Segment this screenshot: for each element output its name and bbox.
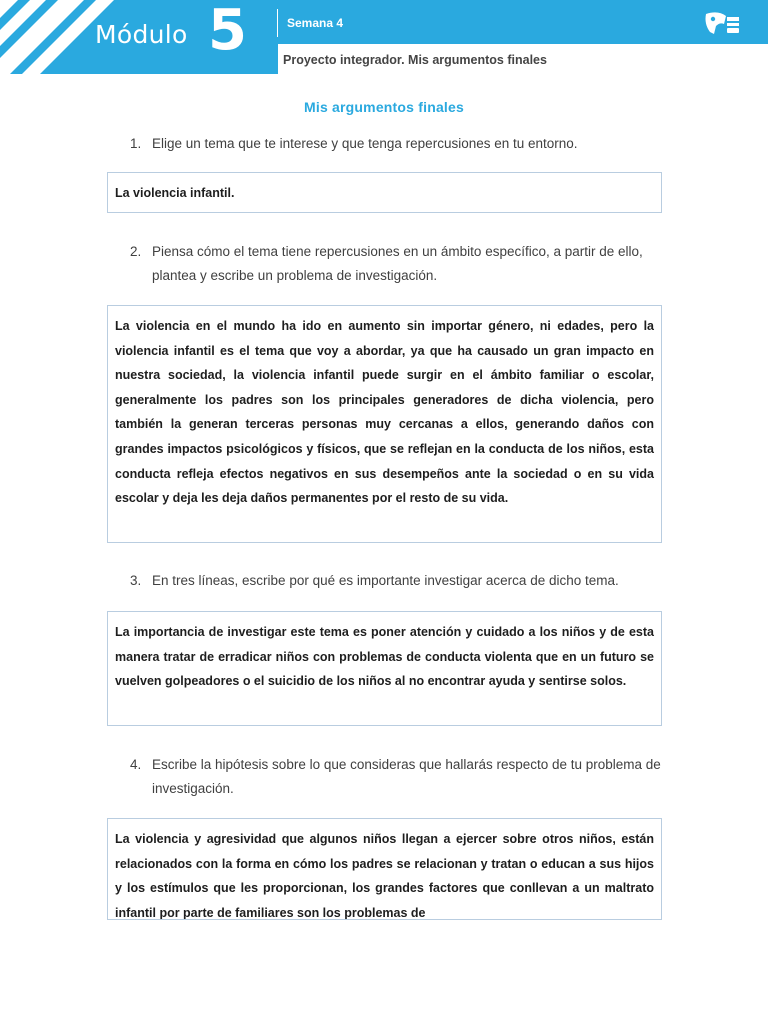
question-text: Piensa cómo el tema tiene repercusiones en un ámbito específico, a partir de ello, plantea y escribe un problema de investigación. bbox=[152, 244, 643, 283]
question-number: 3. bbox=[130, 573, 142, 588]
question-text: Elige un tema que te interese y que tenga repercusiones en tu entorno. bbox=[152, 136, 578, 151]
question-text: En tres líneas, escribe por qué es importante investigar acerca de dicho tema. bbox=[152, 573, 619, 588]
answer-box-4 bbox=[107, 818, 662, 920]
answer-text: La importancia de investigar este tema es poner atención y cuidado a los niños y de esta manera tratar de erradicar niños con problemas de conducta violenta que en un futuro se vuelven golpeadores o el suicidio de los niños al no encontrar ayuda y sentirse solos. bbox=[115, 625, 654, 689]
answer-text: La violencia y agresividad que algunos niños llegan a ejercer sobre otros niños, están relacionados con la forma en cómo los padres se relacionan y tratan o educan a sus hijos y los estímulos que les proporcionan, los grandes factores que conllevan a un maltrato infantil por parte de familiares son los problemas de bbox=[115, 832, 654, 920]
answer-box-3 bbox=[107, 611, 662, 726]
question-number: 4. bbox=[130, 757, 142, 772]
answer-text: La violencia en el mundo ha ido en aumento sin importar género, ni edades, pero la violencia infantil es el tema que voy a abordar, ya que ha causado un gran impacto en nuestra sociedad, la violencia infantil puede surgir en el ámbito familiar o escolar, generalmente los padres son los principales generadores de dicha violencia, pero también la generan terceras personas muy cercanas a ellos, generando daños con grandes impactos psicológicos y físicos, que se reflejan en la conducta de los niños, esta conducta refleja efectos negativos en sus desempeños ante la sociedad o en su vida escolar y deja les deja daños permanentes por el resto de su vida. bbox=[115, 319, 654, 506]
answer-text: La violencia infantil. bbox=[115, 186, 235, 200]
question-text: Escribe la hipótesis sobre lo que consideras que hallarás respecto de tu problema de investigación. bbox=[152, 757, 661, 796]
page-title: Mis argumentos finales bbox=[304, 99, 464, 115]
module-label: Módulo bbox=[95, 20, 188, 49]
week-label: Semana 4 bbox=[287, 16, 344, 30]
question-number: 2. bbox=[130, 244, 142, 259]
activity-subtitle: Proyecto integrador. Mis argumentos finales bbox=[283, 53, 547, 67]
module-number: 5 bbox=[208, 0, 247, 63]
question-number: 1. bbox=[130, 136, 142, 151]
header-divider bbox=[277, 9, 278, 37]
answer-box-1 bbox=[107, 172, 662, 213]
module-header bbox=[0, 0, 768, 80]
prepa-en-linea-sep-logo-icon bbox=[700, 8, 742, 38]
answer-box-2 bbox=[107, 305, 662, 543]
